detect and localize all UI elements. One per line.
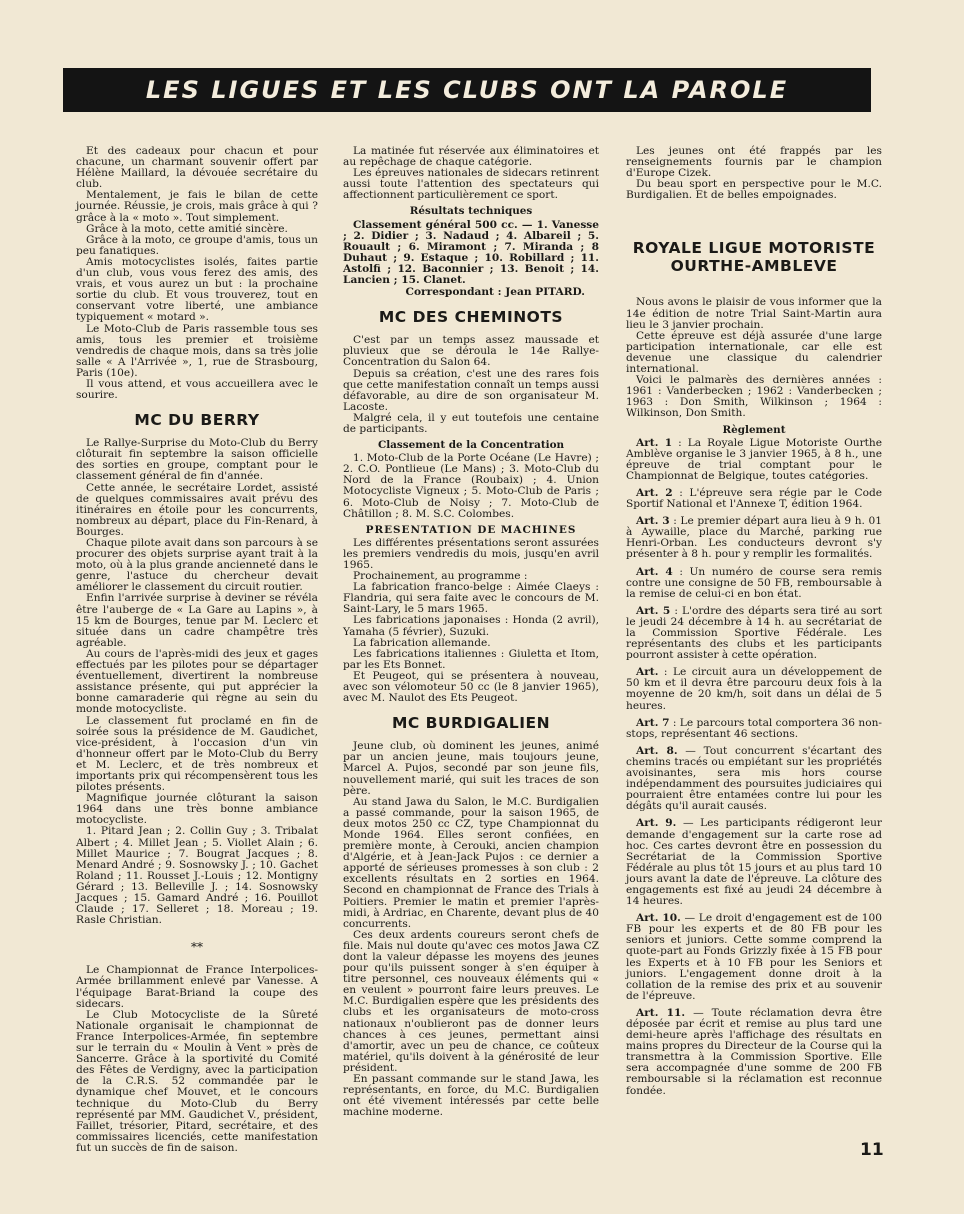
heading-mc-des-cheminots: MC DES CHEMINOTS	[378, 308, 564, 327]
subheading-results: Résultats techniques	[409, 205, 533, 218]
paragraph: Malgré cela, il y eut toutefois une centaine de participants.	[343, 411, 599, 435]
results-list: Classement général 500 cc. — 1. Vanesse ; 2. Didier ; 3. Nadaud ; 4. Albareil ; 5. Rouault ; 6. Miramont ; 7. Miranda ; 8 Duhaut ; 9. Estaque ; 10. Robillard ; 11. Astolfi ; 12. Baconnier ; 13. Benoit ; 14. Lancien ; 15. Clanet.	[343, 218, 599, 287]
rules-list	[626, 438, 882, 1097]
paragraph: Cette année, le secrétaire Lordet, assisté de quelques commissaires avait prévu des itinéraires en étoile pour les concurrents, nombreux au départ, place du Fin-Renard, à Bourges.	[76, 481, 318, 538]
subheading-concentration: Classement de la Concentration	[377, 439, 565, 452]
column-left	[76, 146, 318, 1154]
paragraph: Enfin l'arrivée surprise à deviner se révéla être l'auberge de « La Gare au Lapins », à 15 km de Bourges, tenue par M. Leclerc et située dans un cadre champêtre très agréable.	[76, 592, 318, 649]
paragraph: Jeune club, où dominent les jeunes, animé par un ancien jeune, mais toujours jeune, Marcel A. Pujos, secondé par son jeune fils, nouvellement marié, qui suit les traces de son père.	[343, 740, 599, 797]
rule-article: Art. : Le circuit aura un développement de 50 km et il devra être parcouru deux fois à la moyenne de 20 km/h, soit dans un délai de 5 heures.	[626, 666, 882, 712]
rule-article: Art. 9. — Les participants rédigeront leur demande d'engagement sur la carte rose ad hoc. Ces cartes devront être en possession du Secrétariat de la Commission Sportive Fédérale au plus tôt 15 jours et au plus tard 10 jours avant la date de l'épreuve. La clôture des engagements est fixé au jeudi 24 décembre à 14 heures.	[626, 817, 882, 908]
paragraph: Le Rallye-Surprise du Moto-Club du Berry clôturait fin septembre la saison officielle des sorties en groupe, comptant pour le classement général de fin d'année.	[76, 437, 318, 483]
banner-title: LES LIGUES ET LES CLUBS ONT LA PAROLE	[145, 76, 789, 104]
correspondent: Correspondant : Jean PITARD.	[405, 286, 585, 299]
heading-mc-du-berry: MC DU BERRY	[134, 411, 260, 430]
paragraph: La fabrication allemande.	[353, 636, 491, 649]
rule-article: Art. 10. — Le droit d'engagement est de 100 FB pour les experts et de 80 FB pour les seniors et juniors. Cette somme comprend la quote-part au Fonds Grizzly fixée à 15 FB pour les Experts et à 10 FB pour les Seniors et juniors. L'engagement donne droit à la collation de la remise des prix et au souvenir de l'épreuve.	[626, 912, 882, 1002]
ranking-list: 1. Pitard Jean ; 2. Collin Guy ; 3. Tribalat Albert ; 4. Millet Jean ; 5. Viollet Alain ; 6. Millet Maurice ; 7. Bougrat Jacques ; 8. Menard André ; 9. Sosnowsky J. ; 10. Gachet Roland ; 11. Rousset J.-Louis ; 12. Montigny Gérard ; 13. Belleville J. ; 14. Sosnowsky Jacques ; 15. Gamard André ; 16. Pouillot Claude ; 17. Selleret ; 18. Moreau ; 19. Rasle Christian.	[76, 825, 318, 927]
paragraph: Magnifique journée clôturant la saison 1964 dans une très bonne ambiance motocycliste.	[76, 792, 318, 827]
paragraph: C'est par un temps assez maussade et pluvieux que se déroula le 14e Rallye-Concentration du Salon 64.	[343, 334, 599, 369]
paragraph: Le Championnat de France Interpolices-Armée brillamment enlevé par Vanesse. A l'équipage Barat-Briand la coupe des sidecars.	[76, 964, 318, 1010]
rule-article: Art. 1 : La Royale Ligue Motoriste Ourthe Amblève organise le 3 janvier 1965, à 8 h., une épreuve de trial comptant pour le Championnat de Belgique, toutes catégories.	[626, 436, 882, 482]
paragraph: Voici le palmarès des dernières années : 1961 : Vanderbecken ; 1962 : Vanderbecken ; 1963 : Don Smith, Wilkinson ; 1964 : Wilkinson, Don Smith.	[626, 374, 882, 420]
ranking-list: 1. Moto-Club de la Porte Océane (Le Havre) ; 2. C.O. Pontlieue (Le Mans) ; 3. Moto-Club du Nord de la France (Roubaix) ; 4. Union Motocycliste Vigneux ; 5. Moto-Club de Paris ; 6. Moto-Club de Noisy ; 7. Moto-Club de Châtillon ; 8. M. S.C. Colombes.	[343, 452, 599, 520]
paragraph: Prochainement, au programme :	[353, 570, 528, 583]
rule-article: Art. 7 : Le parcours total comportera 36 non-stops, représentant 46 sections.	[626, 716, 882, 740]
paragraph: La matinée fut réservée aux éliminatoires et au repêchage de chaque catégorie.	[343, 145, 599, 169]
paragraph: Les fabrications japonaises : Honda (2 avril), Yamaha (5 février), Suzuki.	[343, 614, 599, 638]
paragraph: Cette épreuve est déjà assurée d'une large participation internationale, car elle est devenue une classique du calendrier international.	[626, 329, 882, 376]
paragraph: Et des cadeaux pour chacun et pour chacune, un charmant souvenir offert par Hélène Maillard, la dévouée secrétaire du club.	[76, 145, 318, 191]
section-banner	[63, 68, 871, 112]
rule-article: Art. 11. — Toute réclamation devra être déposée par écrit et remise au plus tard une demi-heure après l'affichage des résultats en mains propres du Directeur de la Course qui la transmettra à la Commission Sportive. Elle sera accompagnée d'une somme de 200 FB remboursable si la réclamation est reconnue fondée.	[626, 1006, 882, 1097]
paragraph: Le classement fut proclamé en fin de soirée sous la présidence de M. Gaudichet, vice-président, à l'occasion d'un vin d'honneur offert par le Moto-Club du Berry et M. Leclerc, et de très nombreux et importants prix qui récompensèrent tous les pilotes présents.	[76, 714, 318, 794]
page-number: 11	[860, 1140, 884, 1160]
paragraph: Grâce à la moto, ce groupe d'amis, tous un peu fanatiques.	[76, 233, 318, 257]
paragraph: Nous avons le plaisir de vous informer que la 14e édition de notre Trial Saint-Martin aura lieu le 3 janvier prochain.	[626, 296, 882, 331]
paragraph: Les épreuves nationales de sidecars retinrent aussi toute l'attention des spectateurs qui affectionnent particulièrement ce sport.	[343, 167, 599, 202]
paragraph: Depuis sa création, c'est une des rares fois que cette manifestation connaît un temps aussi défavorable, au dire de son organisateur M. Lacoste.	[343, 367, 599, 413]
rule-article: Art. 3 : Le premier départ aura lieu à 9 h. 01 à Aywaille, place du Marché, parking rue Henri-Orban. Les conducteurs devront s'y présenter à 8 h. pour y remplir les formalités.	[626, 515, 882, 561]
rule-article: Art. 5 : L'ordre des départs sera tiré au sort le jeudi 24 décembre à 14 h. au secrétariat de la Commission Sportive Fédérale. Les représentants des clubs et les participants pourront assister à cette opération.	[626, 604, 882, 662]
paragraph: Ces deux ardents coureurs seront chefs de file. Mais nul doute qu'avec ces motos Jawa CZ dont la valeur dépasse les moyens des jeunes pour qu'ils puissent songer à s'en équiper à titre personnel, ces nouveaux éléments qui « en veulent » pourront faire leurs preuves. Le M.C. Burdigalien espère que les présidents des clubs et les organisateurs de moto-cross nationaux n'oublieront pas de donner leurs chances à ces jeunes, permettant ainsi d'amortir, avec un peu de chance, ce coûteux matériel, qu'ils doivent à la générosité de leur président.	[343, 928, 599, 1074]
paragraph: Au stand Jawa du Salon, le M.C. Burdigalien a passé commande, pour la saison 1965, de deux motos 250 cc CZ, type Championnat du Monde 1964. Elles seront confiées, en première monte, à Cerouki, ancien champion d'Algérie, et à Jean-Jack Pujos : ce dernier a apporté de sérieuses promesses à son club : 2 excellents résultats en 2 sorties en 1964. Second en championnat de France des Trials à Poitiers. Premier le matin et premier l'après-midi, à Ardriac, en Charente, devant plus de 40 concurrents.	[343, 795, 599, 930]
paragraph: Grâce à la moto, cette amitié sincère.	[86, 222, 288, 235]
paragraph: Chaque pilote avait dans son parcours à se procurer des objets surprise ayant trait à la moto, où à la plus grande ancienneté dans le genre, l'astuce du chercheur devait améliorer le classement du circuit routier.	[76, 537, 318, 594]
paragraph: En passant commande sur le stand Jawa, les représentants, en force, du M.C. Burdigalien ont été vivement intéressés par cette belle machine moderne.	[343, 1073, 599, 1119]
paragraph: Et Peugeot, qui se présentera à nouveau, avec son vélomoteur 50 cc (le 8 janvier 1965), avec M. Naulot des Ets Peugeot.	[343, 669, 599, 705]
paragraph: Il vous attend, et vous accueillera avec le sourire.	[76, 377, 318, 402]
paragraph: Le Club Motocycliste de la Sûreté Nationale organisait le championnat de France Interpolices-Armée, fin septembre sur le terrain du « Moulin à Vent » près de Sancerre. Grâce à la sportivité du Comité des Fêtes de Verdigny, avec la participation de la C.R.S. 52 commandée par le dynamique chef Mouvet, et le concours technique du Moto-Club du Berry représenté par MM. Gaudichet V., président, Faillet, trésorier, Pitard, secrétaire, et des commissaires licenciés, cette manifestation fut un succès de fin de saison.	[76, 1008, 318, 1154]
paragraph: Les différentes présentations seront assurées les premiers vendredis du mois, jusqu'en avril 1965.	[343, 536, 599, 571]
section-separator: **	[191, 940, 203, 955]
subheading-reglement: Règlement	[722, 423, 786, 436]
subheading-presentation: PRESENTATION DE MACHINES	[365, 523, 577, 536]
heading-mc-burdigalien: MC BURDIGALIEN	[391, 714, 551, 733]
paragraph: Au cours de l'après-midi des jeux et gages effectués par les pilotes pour se départager éventuellement, divertirent la nombreuse assistance présente, qui put apprécier la bonne camaraderie qui règne au sein du monde motocycliste.	[76, 647, 318, 716]
paragraph: Mentalement, je fais le bilan de cette journée. Réussie, je crois, mais grâce à qui ? grâce à la « moto ». Tout simplement.	[76, 189, 318, 224]
rule-article: Art. 8. — Tout concurrent s'écartant des chemins tracés ou empiétant sur les propriétés avoisinantes, sera mis hors course indépendamment des poursuites judiciaires qui pourraient être entamées contre lui pour les dégâts qu'il aurait causés.	[626, 744, 882, 813]
rule-article: Art. 4 : Un numéro de course sera remis contre une consigne de 50 FB, remboursable à la remise de celui-ci en bon état.	[626, 565, 882, 600]
column-middle	[343, 146, 599, 1118]
rule-article: Art. 2 : L'épreuve sera régie par le Code Sportif National et l'Annexe T, édition 1964.	[626, 486, 882, 511]
heading-royale-ligue: ROYALE LIGUE MOTORISTE OURTHE-AMBLEVE	[632, 239, 876, 276]
paragraph: La fabrication franco-belge : Aimée Claeys : Flandria, qui sera faite avec le concours de M. Saint-Lary, le 5 mars 1965.	[343, 581, 599, 616]
paragraph: Amis motocyclistes isolés, faites partie d'un club, vous vous ferez des amis, des vrais, et vous aurez un but : la prochaine sortie du club. Et vous trouverez, tout en conservant votre liberté, une ambiance typiquement « motard ».	[76, 255, 318, 324]
paragraph: Les jeunes ont été frappés par les renseignements fournis par le champion d'Europe Cizek.	[626, 145, 882, 180]
paragraph: Du beau sport en perspective pour le M.C. Burdigalien. Et de belles empoignades.	[626, 178, 882, 202]
column-right	[626, 146, 882, 1103]
paragraph: Le Moto-Club de Paris rassemble tous ses amis, tous les premier et troisième vendredis de chaque mois, dans sa très jolie salle « A l'Arrivée », 1, rue de Strasbourg, Paris (10e).	[76, 322, 318, 379]
paragraph: Les fabrications italiennes : Giuletta et Itom, par les Ets Bonnet.	[343, 647, 599, 671]
